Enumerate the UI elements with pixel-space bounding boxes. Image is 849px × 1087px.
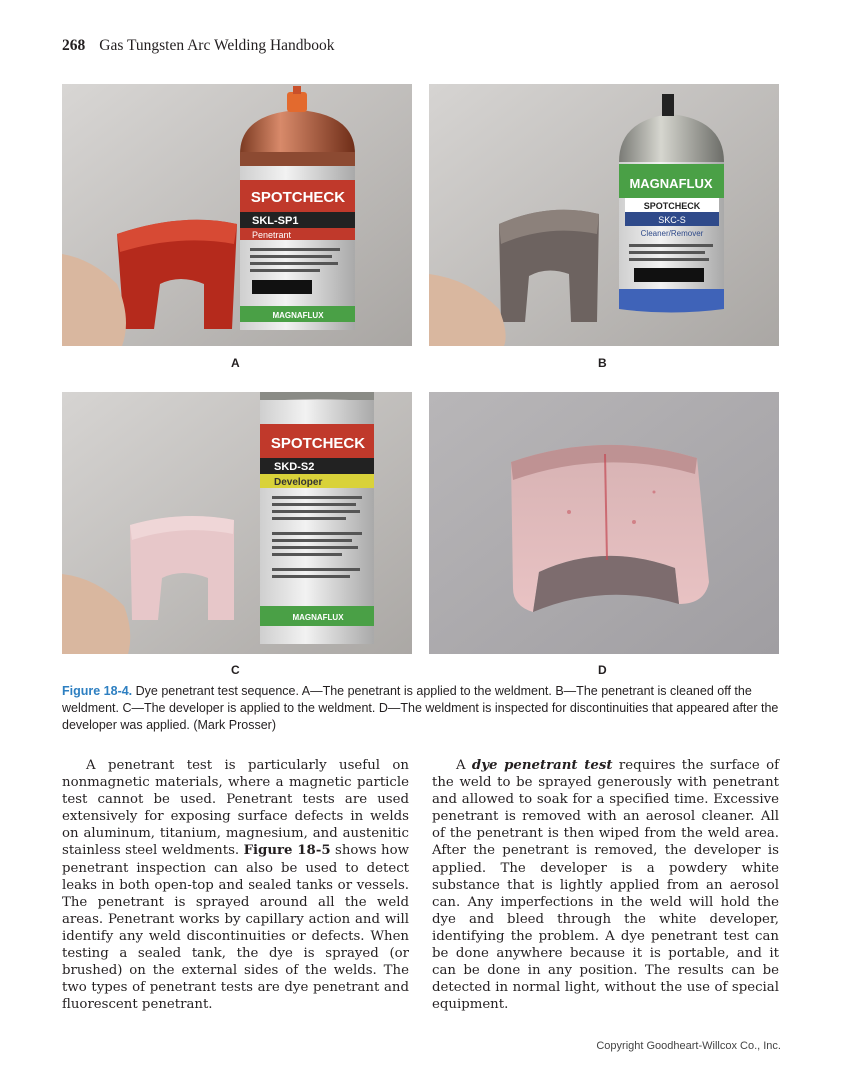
body-column-right [432, 757, 779, 1013]
can-product-name: Penetrant [252, 230, 292, 240]
photo-d-weldment-inspected [429, 392, 779, 654]
paragraph [62, 757, 409, 1013]
can-product-code: SKL-SP1 [252, 215, 299, 227]
can-brand-text: SPOTCHECK [250, 189, 346, 206]
can-product-name: Cleaner/Remover [640, 229, 704, 238]
photo-label-d: D [598, 663, 607, 677]
book-title: Gas Tungsten Arc Welding Handbook [99, 37, 335, 54]
caption-text: Dye penetrant test sequence. A—The penetrant is applied to the weldment. B—The penetrant is cleaned off the weldment. C—The developer is applied to the weldment. D—The weldment is inspected for discontinuities that appeared after the developer was applied. (Mark Prosser) [62, 684, 779, 732]
figure-caption [62, 683, 782, 734]
paragraph [432, 757, 779, 1013]
figure-link: Figure 18-5 [243, 843, 331, 859]
photo-c-developer-applied [62, 392, 412, 654]
can-product-code: SKD-S2 [274, 461, 315, 473]
photo-b-penetrant-cleaned [429, 84, 779, 346]
photo-label-a: A [231, 356, 240, 370]
can-footer-text: MAGNAFLUX [272, 311, 324, 320]
figure-reference: Figure 18-4. [62, 684, 133, 698]
can-product-name: Developer [274, 477, 323, 488]
text-run: shows how penetrant inspection can also be used to detect leaks in both open-top and sealed tanks or vessels. The penetrant is sprayed around all the weld areas. Penetrant works by capillary action and will identify any weld discontinuities or defects. When testing a sealed tank, the dye is sprayed (or brushed) on the external sides of the welds. The two types of penetrant tests are dye penetrant and fluorescent penetrant. [62, 843, 409, 1013]
page-number: 268 [62, 37, 86, 54]
photo-a-penetrant-applied [62, 84, 412, 346]
photo-label-b: B [598, 356, 607, 370]
can-brand-text: SPOTCHECK [270, 435, 366, 452]
text-run: requires the surface of the weld to be sprayed generously with penetrant and allowed to soak for a specified time. Excessive penetrant is removed with an aerosol cleaner. All of the penetrant is then wiped from the weld area. After the penetrant is removed, the developer is applied. The developer is a powdery white substance that is lightly applied from an aerosol can. Any imperfections in the weld will hold the dye and bleed through the white developer, identifying the problem. A dye penetrant test can be done anywhere because it is portable, and it can be done in any position. The results can be detected in normal light, without the use of special equipment. [432, 758, 779, 1013]
body-column-left [62, 757, 409, 1013]
can-product-code: SKC-S [658, 215, 686, 225]
copyright-notice: Copyright Goodheart-Willcox Co., Inc. [596, 1040, 781, 1052]
can-subbrand-text: SPOTCHECK [643, 201, 701, 211]
key-term: dye penetrant test [471, 758, 613, 773]
running-header [62, 37, 335, 55]
text-run: A penetrant test is particularly useful on nonmagnetic materials, where a magnetic particle test cannot be used. Penetrant tests are used extensively for exposing surface defects in welds on aluminum, titanium, magnesium, and austenitic stainless steel weldments. [62, 758, 409, 859]
can-footer-text: MAGNAFLUX [292, 613, 344, 622]
can-brand-text: MAGNAFLUX [629, 176, 713, 191]
text-run: A [456, 758, 472, 773]
photo-label-c: C [231, 663, 240, 677]
